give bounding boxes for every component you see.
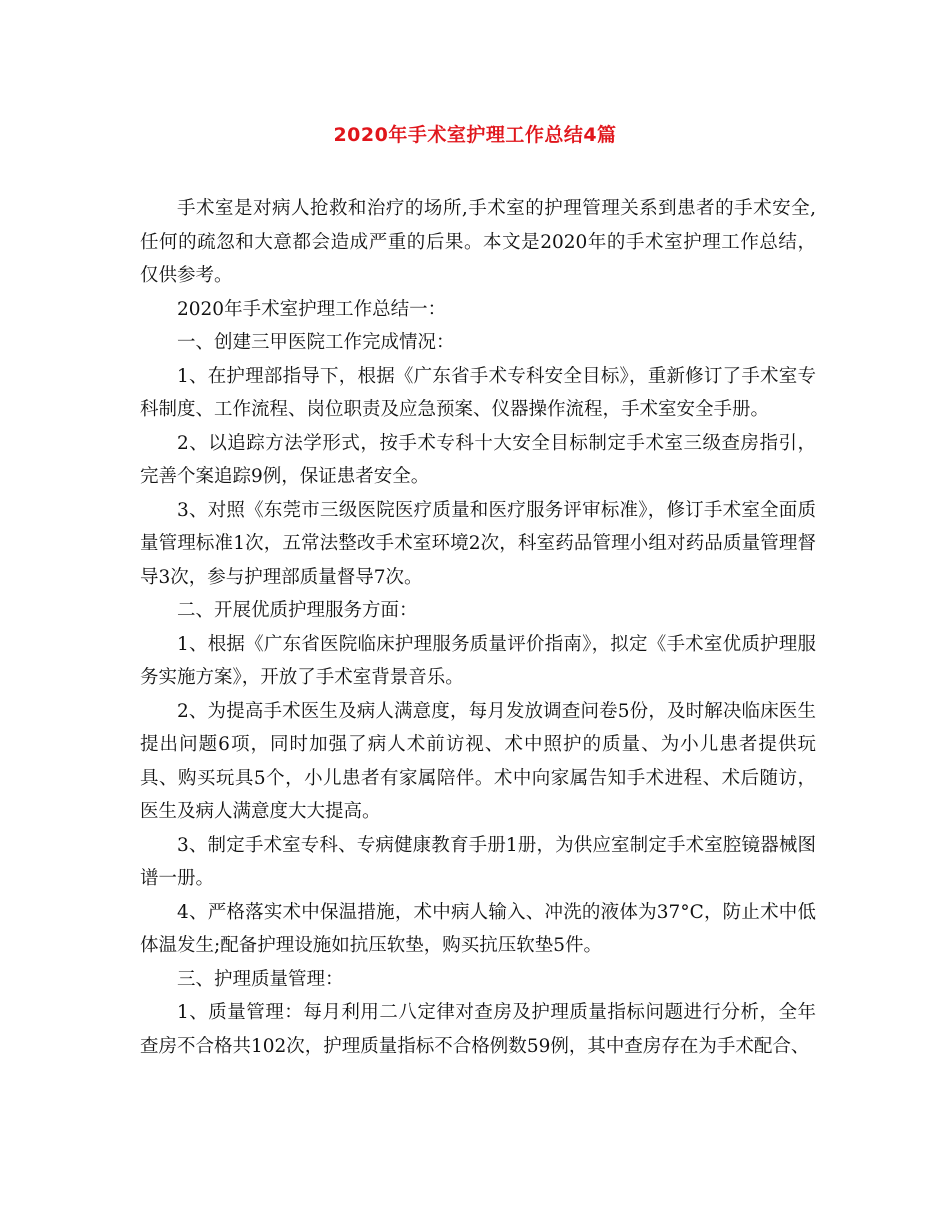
paragraph-item: 1、质量管理：每月利用二八定律对查房及护理质量指标问题进行分析，全年查房不合格共102次，护理质量指标不合格例数59例，其中查房存在为手术配合、: [140, 1002, 816, 1057]
paragraph-heading-3: 三、护理质量管理：: [177, 968, 344, 990]
document-body: [140, 192, 816, 1063]
paragraph-item: 3、制定手术室专科、专病健康教育手册1册，为供应室制定手术室腔镜器械图谱一册。: [140, 834, 816, 889]
paragraph-intro: 手术室是对病人抢救和治疗的场所,手术室的护理管理关系到患者的手术安全,任何的疏忽和大意都会造成严重的后果。本文是2020年的手术室护理工作总结，仅供参考。: [140, 198, 816, 286]
paragraph-item: 4、严格落实术中保温措施，术中病人输入、冲洗的液体为37°C，防止术中低体温发生;配备护理设施如抗压软垫，购买抗压软垫5件。: [140, 901, 816, 956]
paragraph-item: 1、根据《广东省医院临床护理服务质量评价指南》，拟定《手术室优质护理服务实施方案》，开放了手术室背景音乐。: [140, 633, 816, 688]
paragraph-item: 2、以追踪方法学形式，按手术专科十大安全目标制定手术室三级查房指引，完善个案追踪9例，保证患者安全。: [140, 432, 816, 487]
paragraph-heading-2: 二、开展优质护理服务方面：: [177, 600, 418, 621]
document-title: 2020年手术室护理工作总结4篇: [333, 124, 617, 146]
paragraph-section-heading: 2020年手术室护理工作总结一：: [177, 298, 447, 320]
paragraph-item: 1、在护理部指导下，根据《广东省手术专科安全目标》，重新修订了手术室专科制度、工作流程、岗位职责及应急预案、仪器操作流程，手术室安全手册。: [140, 365, 816, 420]
paragraph-item: 3、对照《东莞市三级医院医疗质量和医疗服务评审标准》，修订手术室全面质量管理标准1次，五常法整改手术室环境2次，科室药品管理小组对药品质量管理督导3次，参与护理部质量督导7次。: [140, 499, 816, 588]
paragraph-heading-1: 一、创建三甲医院工作完成情况：: [177, 332, 455, 353]
paragraph-item: 2、为提高手术医生及病人满意度，每月发放调查问卷5份，及时解决临床医生提出问题6项，同时加强了病人术前访视、术中照护的质量、为小儿患者提供玩具、购买玩具5个，小儿患者有家属陪伴。术中向家属告知手术进程、术后随访，医生及病人满意度大大提高。: [140, 700, 816, 822]
